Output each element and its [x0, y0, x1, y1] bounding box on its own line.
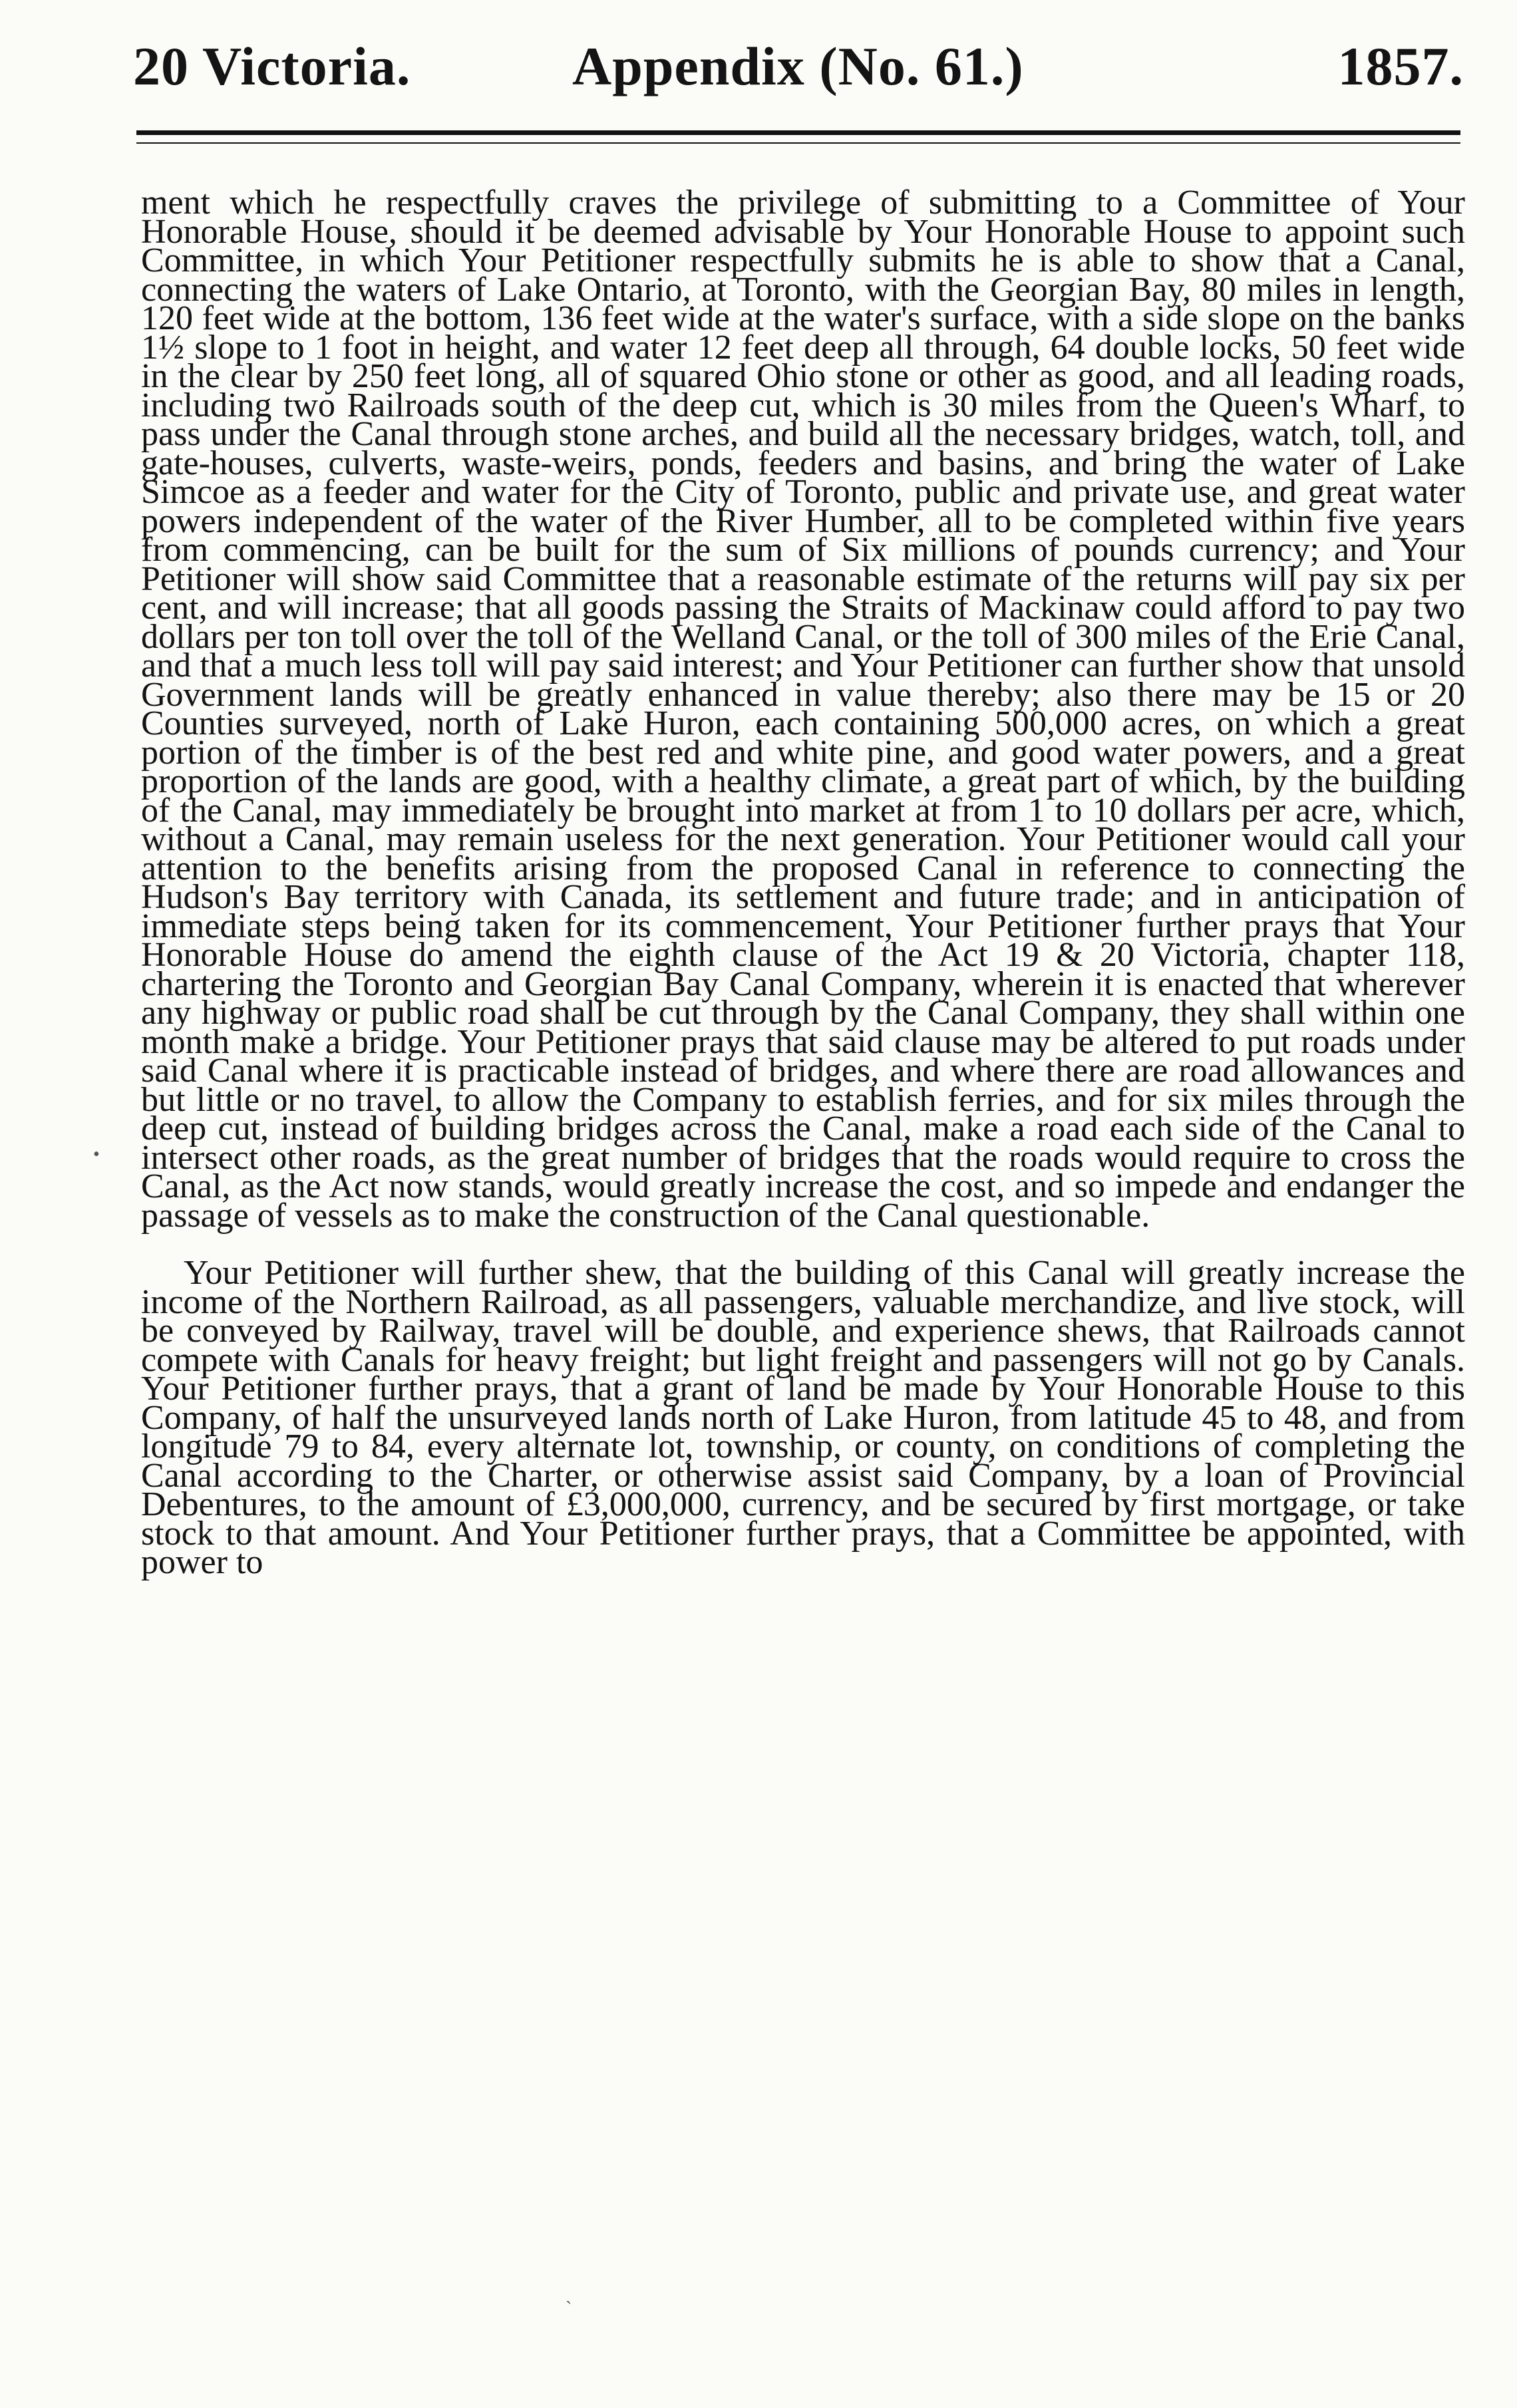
header-session: 20 Victoria.: [133, 36, 411, 96]
header-year: 1857.: [1337, 36, 1464, 96]
page-header: [133, 27, 1464, 106]
print-speck: ˋ: [566, 2298, 572, 2319]
header-rule-thick: [136, 130, 1460, 135]
paragraph: Your Petitioner will further shew, that the building of this Canal will greatly increase the income of the Northern Railroad, as all passengers, valuable merchandize, and live stock, will be conveyed by Railway, travel will be double, and experience shews, that Railroads cannot compete with Canals for heavy freight; but light freight and passengers will not go by Canals. Your Petitioner further prays, that a grant of land be made by Your Honorable House to this Company, of half the unsurveyed lands north of Lake Huron, from latitude 45 to 48, and from longitude 79 to 84, every alternate lot, township, or county, on conditions of completing the Canal according to the Charter, or otherwise assist said Company, by a loan of Provincial Debentures, to the amount of £3,000,000, currency, and be secured by first mortgage, or take stock to that amount. And Your Petitioner further prays, that a Committee be appointed, with power to: [141, 1254, 1465, 1581]
paragraph: ment which he respectfully craves the privilege of submitting to a Committee of Your Honorable House, should it be deemed advisable by Your Honorable House to appoint such Committee, in which Your Petitioner respectfully submits he is able to show that a Canal, connecting the waters of Lake Ontario, at Toronto, with the Georgian Bay, 80 miles in length, 120 feet wide at the bottom, 136 feet wide at the water's surface, with a side slope on the banks 1½ slope to 1 foot in height, and water 12 feet deep all through, 64 double locks, 50 feet wide in the clear by 250 feet long, all of squared Ohio stone or other as good, and all leading roads, including two Railroads south of the deep cut, which is 30 miles from the Queen's Wharf, to pass under the Canal through stone arches, and build all the necessary bridges, watch, toll, and gate-houses, culverts, waste-weirs, ponds, feeders and basins, and bring the water of Lake Simcoe as a feeder and water for the City of Toronto, public and private use, and great water powers independent of the water of the River Humber, all to be completed within five years from commencing, can be built for the sum of Six millions of pounds currency; and Your Petitioner will show said Committee that a reasonable estimate of the returns will pay six per cent, and will increase; that all goods passing the Straits of Mackinaw could afford to pay two dollars per ton toll over the toll of the Welland Canal, or the toll of 300 miles of the Erie Canal, and that a much less toll will pay said interest; and Your Petitioner can further show that unsold Government lands will be greatly enhanced in value thereby; also there may be 15 or 20 Counties surveyed, north of Lake Huron, each containing 500,000 acres, on which a great portion of the timber is of the best red and white pine, and good water powers, and a great proportion of the lands are good, with a healthy climate, a great part of which, by the building of the Canal, may immediately be brought into market at from 1 to 10 dollars per acre, which, without a Canal, may remain useless for the next generation. Your Petitioner would call your attention to the benefits arising from the proposed Canal in reference to connecting the Hudson's Bay territory with Canada, its settlement and future trade; and in anticipation of immediate steps being taken for its commencement, Your Petitioner further prays that Your Honorable House do amend the eighth clause of the Act 19 & 20 Victoria, chapter 118, chartering the Toronto and Georgian Bay Canal Company, wherein it is enacted that wherever any highway or public road shall be cut through by the Canal Company, they shall within one month make a bridge. Your Petitioner prays that said clause may be altered to put roads under said Canal where it is practicable instead of bridges, and where there are road allowances and but little or no travel, to allow the Company to establish ferries, and for six miles through the deep cut, instead of building bridges across the Canal, make a road each side of the Canal to intersect other roads, as the great number of bridges that the roads would require to cross the Canal, as the Act now stands, would greatly increase the cost, and so impede and endanger the passage of vessels as to make the construction of the Canal questionable.: [141, 184, 1465, 1235]
header-rule-thin: [136, 142, 1460, 144]
body-text: [141, 184, 1465, 1581]
header-appendix: Appendix (No. 61.): [572, 36, 1024, 96]
print-speck: •: [93, 1144, 100, 1165]
